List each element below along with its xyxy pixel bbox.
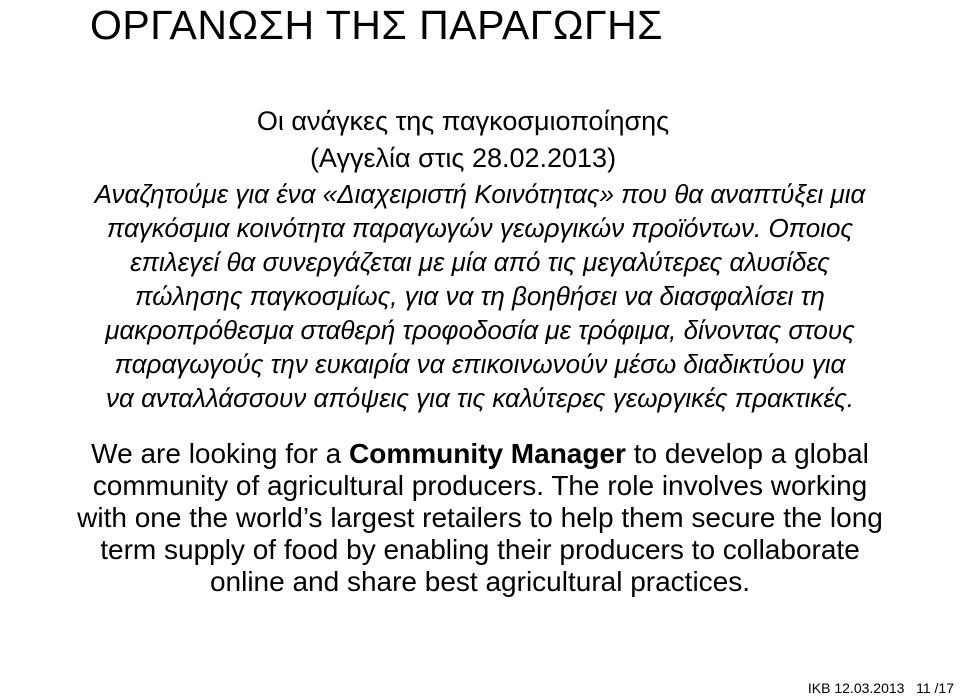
english-text: to develop a global [625, 438, 869, 469]
greek-line: παραγωγούς την ευκαιρία να επικοινωνούν μέσω διαδικτύου για [114, 349, 846, 379]
subtitle-line-2: (Αγγελία στις 28.02.2013) [309, 143, 617, 173]
greek-paragraph [0, 177, 960, 415]
subtitle-line-1: Οι ανάγκες της παγκοσμιοποίησης [256, 106, 670, 136]
greek-line: μακροπρόθεσμα σταθερή τροφοδοσία με τρόφιμα, δίνοντας στους [105, 315, 855, 345]
greek-line: να ανταλλάσσουν απόψεις για τις καλύτερες γεωργικές πρακτικές. [106, 383, 854, 413]
english-line: community of agricultural producers. The role involves working [92, 470, 868, 501]
greek-line: Αναζητούμε για ένα «Διαχειριστή Κοινότητας» που θα αναπτύξει μια [94, 179, 866, 209]
page-title: ΟΡΓΑΝΩΣΗ ΤΗΣ ΠΑΡΑΓΩΓΗΣ [90, 2, 664, 48]
footer-label: IKB 12.03.2013 [807, 680, 905, 696]
page-number: 11 /17 [916, 680, 954, 696]
greek-line: επιλεγεί θα συνεργάζεται με μία από τις μεγαλύτερες αλυσίδες [130, 247, 830, 277]
english-line: online and share best agricultural practices. [209, 566, 751, 597]
english-line: with one the world’s largest retailers to help them secure the long [77, 502, 883, 533]
greek-line: πώλησης παγκοσμίως, για να τη βοηθήσει να διασφαλίσει τη [135, 281, 825, 311]
english-text: We are looking for a [91, 438, 350, 469]
greek-line: παγκόσμια κοινότητα παραγωγών γεωργικών προϊόντων. Οποιος [106, 213, 854, 243]
english-line: term supply of food by enabling their producers to collaborate [100, 534, 860, 565]
english-line [0, 438, 960, 470]
job-title-bold: Community Manager [349, 438, 626, 469]
slide-footer [808, 679, 954, 697]
english-paragraph [0, 438, 960, 598]
